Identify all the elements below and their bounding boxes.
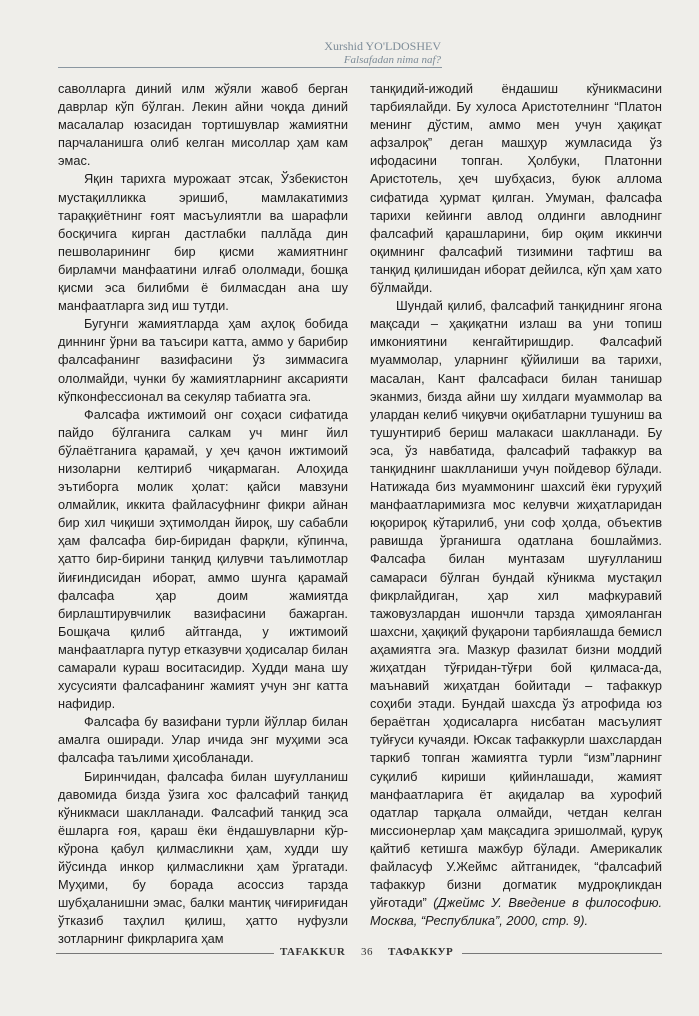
paragraph	[370, 297, 662, 930]
paragraph	[58, 80, 348, 170]
header-rule	[58, 67, 442, 68]
citation: (Джеймс У. Введение в философию. Москва, “Республика”, 2000, стр. 9).	[370, 895, 662, 929]
running-footer	[0, 945, 699, 965]
paragraph	[58, 315, 348, 405]
running-header	[0, 38, 699, 74]
left-text-column	[58, 80, 348, 949]
paragraph	[58, 170, 348, 315]
header-subtitle: Falsafadan nima naf?	[343, 54, 441, 66]
paragraph-text: Шундай қилиб, фалсафий танқиднинг ягона мақсади – ҳақиқатни излаш ва уни топиш имкониятини кенгайтиришдир. Фалсафий муаммолар, уларнинг қўйилиши ва тарихи, масалан, Кант фалсафаси билан танишар эканмиз, бизда айни шу хилдаги муаммолар ва улардан келиб чиқувчи оқибатларни тушуниш ва тушунтириб бериш малакаси шаклланади. Бу эса, ўз навбатида, фалсафий тафаккур ва танқиднинг шаклланиши учун пойдевор бўлади. Натижада биз муаммонинг шахсий ёки гуруҳий манфаатларимизга мос келувчи жиҳатларидан юқорироқ кўтарилиб, уни соф ҳолда, объектив равишда ўрганишга одатлана бошлаймиз. Фалсафа билан мунтазам шуғулланиш самараси бўлган бундай кўникма мустақил фикрлайдиган, ҳар хил мафкуравий тажовузлардан ишончли тарзда ҳимояланган шахсни, ҳақиқий фуқарони тарбиялашда бемисл аҳамиятга эга. Мазкур фазилат бизни моддий жиҳатдан тўғридан-тўғри бой қилмаса-да, маънавий жиҳатдан бойитади – тафаккур соҳиби этади. Бундай шахсда ўз атрофида юз бераётган ҳодисаларга нисбатан масъулият туйғуси кучаяди. Юксак тафаккурли шахслардан таркиб топган жамиятга турли “изм”ларнинг суқилиб кириши қийинлашади, жамият манфаатларига ёт ақидалар ва хурофий одатлар тарқала олмайди, четдан келган миссионерлар ҳам мақсадига эришолмай, қуруқ қайтиб кетишга мажбур бўлади. Америкалик файласуф У.Жеймс айтганидек, “фалсафий тафаккур бизни догматик мудроқликдан уйғотади”	[370, 298, 662, 911]
paragraph-text: Яқин тарихга мурожаат этсак, Ўзбекистон мустақилликка эришиб, мамлакатимиз тараққиётнинг ғоят масъулиятли ва шарафли босқичига кирган дастлабки паллӑда дин пешволарининг бир қисми жамиятнинг бирламчи манфаатини илғаб ололмади, бошқа қисми эса билибми ё билмасдан ана шу манфаатларга зид иш тутди.	[58, 171, 348, 314]
paragraph-text: Фалсафа бу вазифани турли йўллар билан амалга оширади. Улар ичида энг муҳими эса фалсафа таълими ҳисобланади.	[58, 714, 348, 766]
footer-brand-cyrillic: ТАФАККУР	[388, 946, 454, 958]
page-number: 36	[361, 946, 373, 958]
footer-brand-latin: TAFAKKUR	[280, 946, 346, 958]
footer-rule-right	[462, 953, 662, 954]
paragraph	[58, 768, 348, 949]
footer-rule-left	[56, 953, 274, 954]
paragraph	[370, 80, 662, 297]
header-author: Xurshid YO'LDOSHEV	[324, 39, 441, 53]
right-text-column	[370, 80, 662, 930]
paragraph-text: Бугунги жамиятларда ҳам аҳлоқ бобида диннинг ўрни ва таъсири катта, аммо у барибир фалсафанинг вазифасини ўз зиммасига ололмайди, чунки бу жамиятларнинг аксарияти кўпконфессионал ва секуляр табиатга эга.	[58, 316, 348, 404]
paragraph-text: Биринчидан, фалсафа билан шуғулланиш давомида бизда ўзига хос фалсафий танқид кўникмаси шаклланади. Фалсафий танқид эса ёшларга ғоя, қараш ёки ёндашувларни кўр-кўрона қабул қилмасликни ҳам, худди шу йўсинда инкор қилмасликни ҳам ўргатади. Муҳими, бу борада асоссиз тарзда шубҳаланишни эмас, балки мантиқ чиғириғидан ўтказиб таҳлил қилиш, ҳатто нуфузли зотларнинг фикрларига ҳам	[58, 768, 348, 947]
paragraph-text: саволларга диний илм жўяли жавоб берган даврлар кўп бўлган. Лекин айни чоқда диний масалалар юзасидан тортишувлар жамиятни парчаланишга олиб келган мисоллар ҳам кам эмас.	[58, 81, 348, 169]
paragraph-text: Фалсафа ижтимоий онг соҳаси сифатида пайдо бўлганига салкам уч минг йил бўлаётганига қарамай, у ҳеч қачон ижтимоий низоларни келтириб чиқармаган. Алоҳида эътиборга молик ҳолат: қайси мавзуни олмайлик, иккита файласуфнинг фикри айнан бир хил чиқиши эҳтимолдан йироқ, шу сабабли ҳам фалсафа бир-биридан фарқли, кўпинча, ҳатто бир-бирини танқид қилувчи таълимотлар йиғиндисидан иборат, аммо шунга қарамай фалсафа ҳар доим жамиятда бирлаштирувчилик вазифасини бажарган. Бошқача қилиб айтганда, у ижтимоий манфаатларга путур етказувчи ҳодисалар билан самарали кураш воситасидир. Худди мана шу хусусияти фалсафанинг жамият учун энг катта нафидир.	[58, 406, 348, 712]
paragraph	[58, 406, 348, 714]
paragraph	[58, 713, 348, 767]
paragraph-text: танқидий-ижодий ёндашиш кўникмасини тарбиялайди. Бу хулоса Аристотелнинг “Платон менинг дўстим, аммо мен учун ҳақиқат афзалроқ” деган машҳур жумласида ўз ифодасини топган. Ҳолбуки, Платонни Аристотель, ҳеч шубҳасиз, буюк алломa сифатида ҳурмат қилган. Умуман, фалсафа тарихи кейинги авлод олдинги авлоднинг фалсафий қарашларини, бир оқим иккинчи оқимнинг фалсафий тизимини тафтиш ва танқид қилишидан иборат дейилса, кўп ҳам хато бўлмайди.	[370, 81, 662, 296]
